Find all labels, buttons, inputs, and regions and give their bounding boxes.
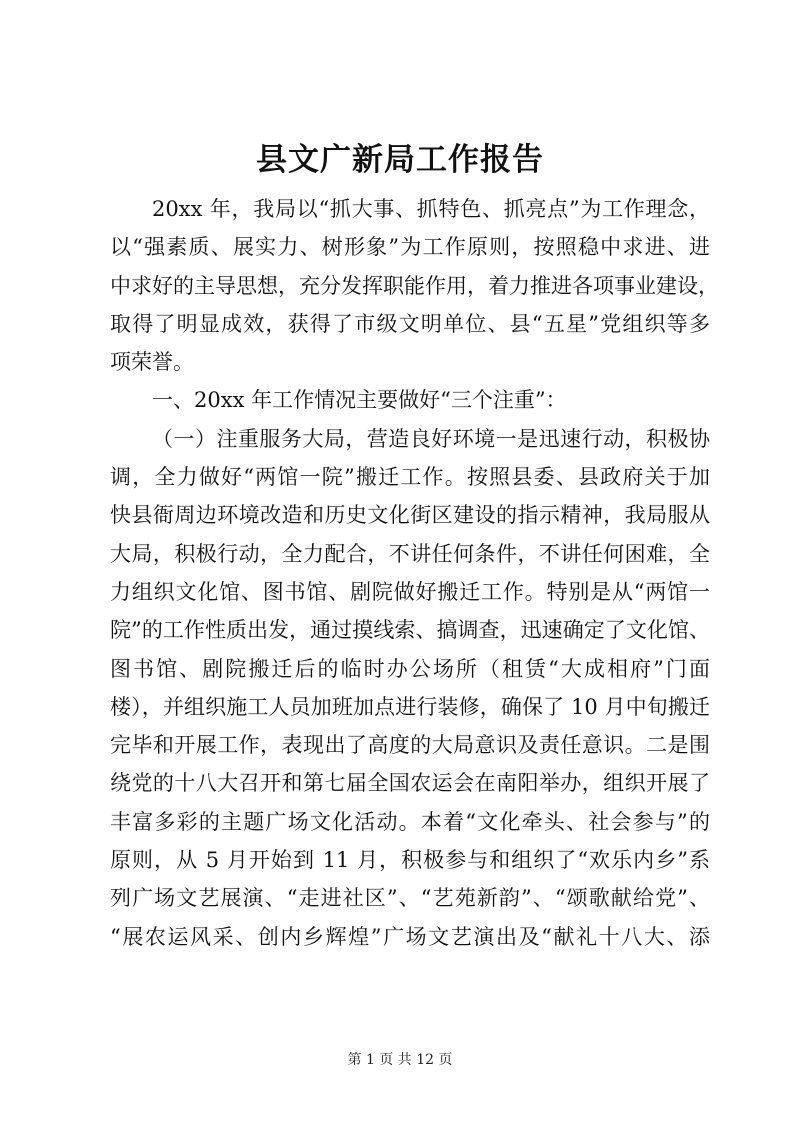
- paragraph-line: 原则，从 5 月开始到 11 月，积极参与和组织了“欢乐内乡”系: [110, 848, 710, 873]
- paragraph-line: 20xx 年，我局以“抓大事、抓特色、抓亮点”为工作理念，: [152, 197, 710, 221]
- paragraph-line: 中求好的主导思想，充分发挥职能作用，着力推进各项事业建设，: [110, 273, 719, 298]
- section-heading: 一、20xx 年工作情况主要做好“三个注重”：: [152, 388, 567, 413]
- paragraph-line: （一）注重服务大局，营造良好环境一是迅速行动，积极协: [152, 426, 710, 451]
- document-title: 县文广新局工作报告: [256, 142, 544, 178]
- paragraph-line: 院”的工作性质出发，通过摸线索、搞调查，迅速确定了文化馆、: [110, 618, 710, 643]
- paragraph-line: 以“强素质、展实力、树形象”为工作原则，按照稳中求进、进: [110, 235, 710, 260]
- paragraph-line: 列广场文艺展演、“走进社区”、“艺苑新韵”、“颂歌献给党”、: [110, 886, 710, 911]
- page-indicator: 第 1 页 共 12 页: [347, 1052, 453, 1068]
- paragraph-line: 快县衙周边环境改造和历史文化街区建设的指示精神，我局服从: [110, 503, 710, 528]
- paragraph-line: 丰富多彩的主题广场文化活动。本着“文化牵头、社会参与”的: [110, 809, 710, 834]
- paragraph-line: 调，全力做好“两馆一院”搬迁工作。按照县委、县政府关于加: [110, 465, 710, 490]
- paragraph-line: 绕党的十八大召开和第七届全国农运会在南阳举办，组织开展了: [110, 771, 710, 796]
- paragraph-line: 完毕和开展工作，表现出了高度的大局意识及责任意识。二是围: [110, 733, 710, 758]
- paragraph-line: 项荣誉。: [110, 350, 194, 375]
- paragraph-line: 取得了明显成效，获得了市级文明单位、县“五星”党组织等多: [110, 311, 710, 336]
- paragraph-line: “展农运风采、创内乡辉煌”广场文艺演出及“献礼十八大、添: [110, 924, 710, 949]
- paragraph-line: 图书馆、剧院搬迁后的临时办公场所（租赁“大成相府”门面: [110, 656, 710, 681]
- paragraph-line: 力组织文化馆、图书馆、剧院做好搬迁工作。特别是从“两馆一: [110, 579, 710, 604]
- paragraph-line: 大局，积极行动，全力配合，不讲任何条件，不讲任何困难，全: [110, 541, 710, 566]
- paragraph-line: 楼），并组织施工人员加班加点进行装修，确保了 10 月中旬搬迁: [110, 694, 710, 719]
- document-body: [110, 190, 719, 956]
